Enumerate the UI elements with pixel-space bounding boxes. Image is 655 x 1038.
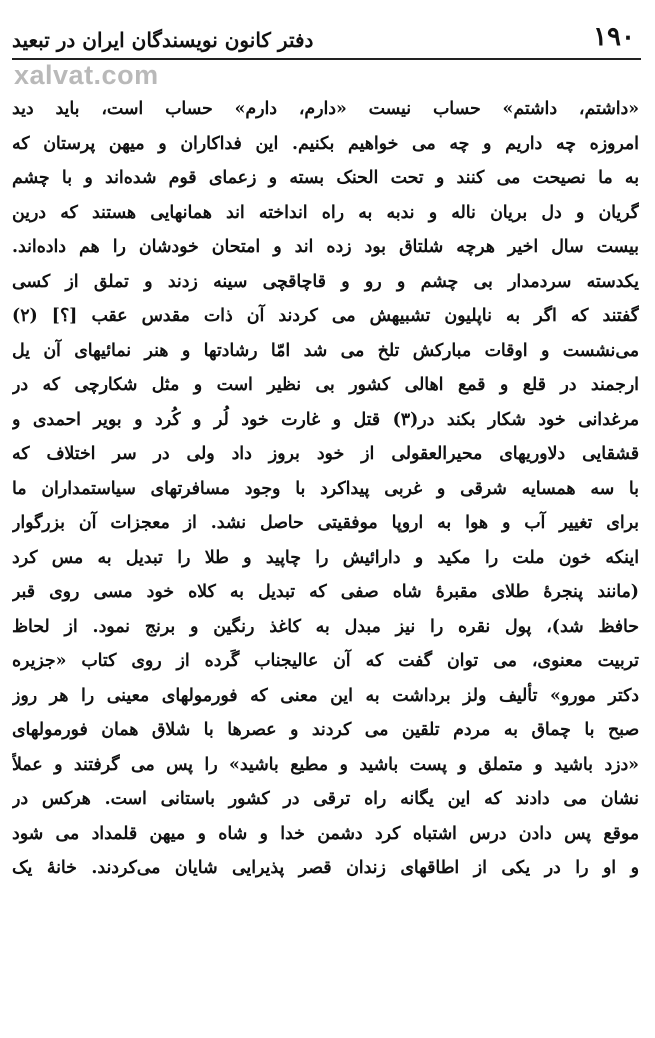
text-line: مرغدانی خود شکار بکند در(۳) قتل و غارت خود لُر و کُرد و بویر احمدی و bbox=[12, 409, 639, 430]
text-line: نشان می دادند که این یگانه راه ترقی در کشور باستانی است. هرکس در bbox=[12, 789, 639, 809]
watermark-text: xalvat.com bbox=[14, 60, 159, 90]
text-line: حافظ شد)، پول نقره را نیز مبدل به کاغذ رنگین و برنج نمود. از لحاظ bbox=[12, 616, 639, 637]
text-line: برای تغییر آب و هوا به اروپا موفقیتی حاصل نشد. از معجزات آن بزرگوار bbox=[12, 513, 639, 533]
text-line: «داشتم، داشتم» حساب نیست «دارم، دارم» حساب است، باید دید bbox=[12, 99, 639, 119]
page-number: ۱۹۰ bbox=[593, 22, 635, 52]
text-line: به ما نصیحت می کنند و تحت الحنک بسته و زعمای قوم شده‌اند و با چشم bbox=[12, 168, 639, 188]
text-line: گریان و دل بریان ناله و ندبه به راه انداخته اند همانهایی هستند که درین bbox=[12, 202, 639, 223]
text-line: امروزه چه داریم و چه می خواهیم بکنیم. این فداکاران و میهن پرستان که bbox=[12, 133, 639, 154]
running-title: دفتر کانون نویسندگان ایران در تبعید bbox=[12, 28, 314, 52]
text-line: تربیت معنوی، می توان گفت که آن عالیجناب گَرده از روی کتاب «جزیره bbox=[12, 651, 639, 671]
text-line: یکدسته سردمدار بی چشم و رو و قاچاقچی سینه زدند و تملق از کسی bbox=[12, 271, 639, 292]
text-line: گفتند که اگر به ناپلیون تشبیهش می کردند آن ذات مقدس عقب [؟] (۲) bbox=[12, 306, 639, 326]
text-line: صبح با چماق به مردم تلقین می کردند و عصرها با شلاق همان فورمولهای bbox=[12, 720, 639, 740]
text-line: دکتر مورو» تألیف ولز برداشت به این معنی که فورمولهای معینی را هر روز bbox=[12, 685, 639, 706]
text-line: اینکه خون ملت را مکید و دارائیش را چاپید و طلا را تبدیل به مس کرد bbox=[12, 547, 639, 568]
page-header bbox=[12, 18, 641, 60]
text-line: موقع پس دادن درس اشتباه کرد دشمن خدا و شاه و میهن قلمداد می شود bbox=[12, 823, 639, 844]
text-line: و او را در یکی از اطاقهای زندان قصر پذیرایی شایان می‌کردند. خانهٔ یک bbox=[12, 858, 639, 878]
text-line: بیست سال اخیر هرچه شلتاق بود زده اند و امتحان خودشان را هم داده‌اند. bbox=[12, 237, 639, 257]
body-text bbox=[12, 92, 639, 886]
text-line: می‌نشست و اوقات مبارکش تلخ می شد امّا رشادتها و هنر نمائیهای آن یل bbox=[12, 340, 639, 361]
text-line: ارجمند در قلع و قمع اهالی کشور بی نظیر است و مثل شکارچی که در bbox=[12, 375, 639, 395]
text-line: قشقایی دلاوریهای محیرالعقولی از خود بروز داد ولی در سر اختلاف که bbox=[12, 444, 639, 464]
text-line: با سه همسایه شرقی و غربی پیداکرد با وجود مسافرتهای سیاستمداران ما bbox=[12, 478, 639, 499]
text-line: (مانند پنجرهٔ طلای مقبرهٔ شاه صفی که تبدیل به کلاه خود مسی روی قبر bbox=[12, 582, 639, 602]
text-line: «دزد باشید و متملق و پست باشید و مطیع باشید» را پس می گرفتند و عملاً bbox=[12, 754, 639, 775]
